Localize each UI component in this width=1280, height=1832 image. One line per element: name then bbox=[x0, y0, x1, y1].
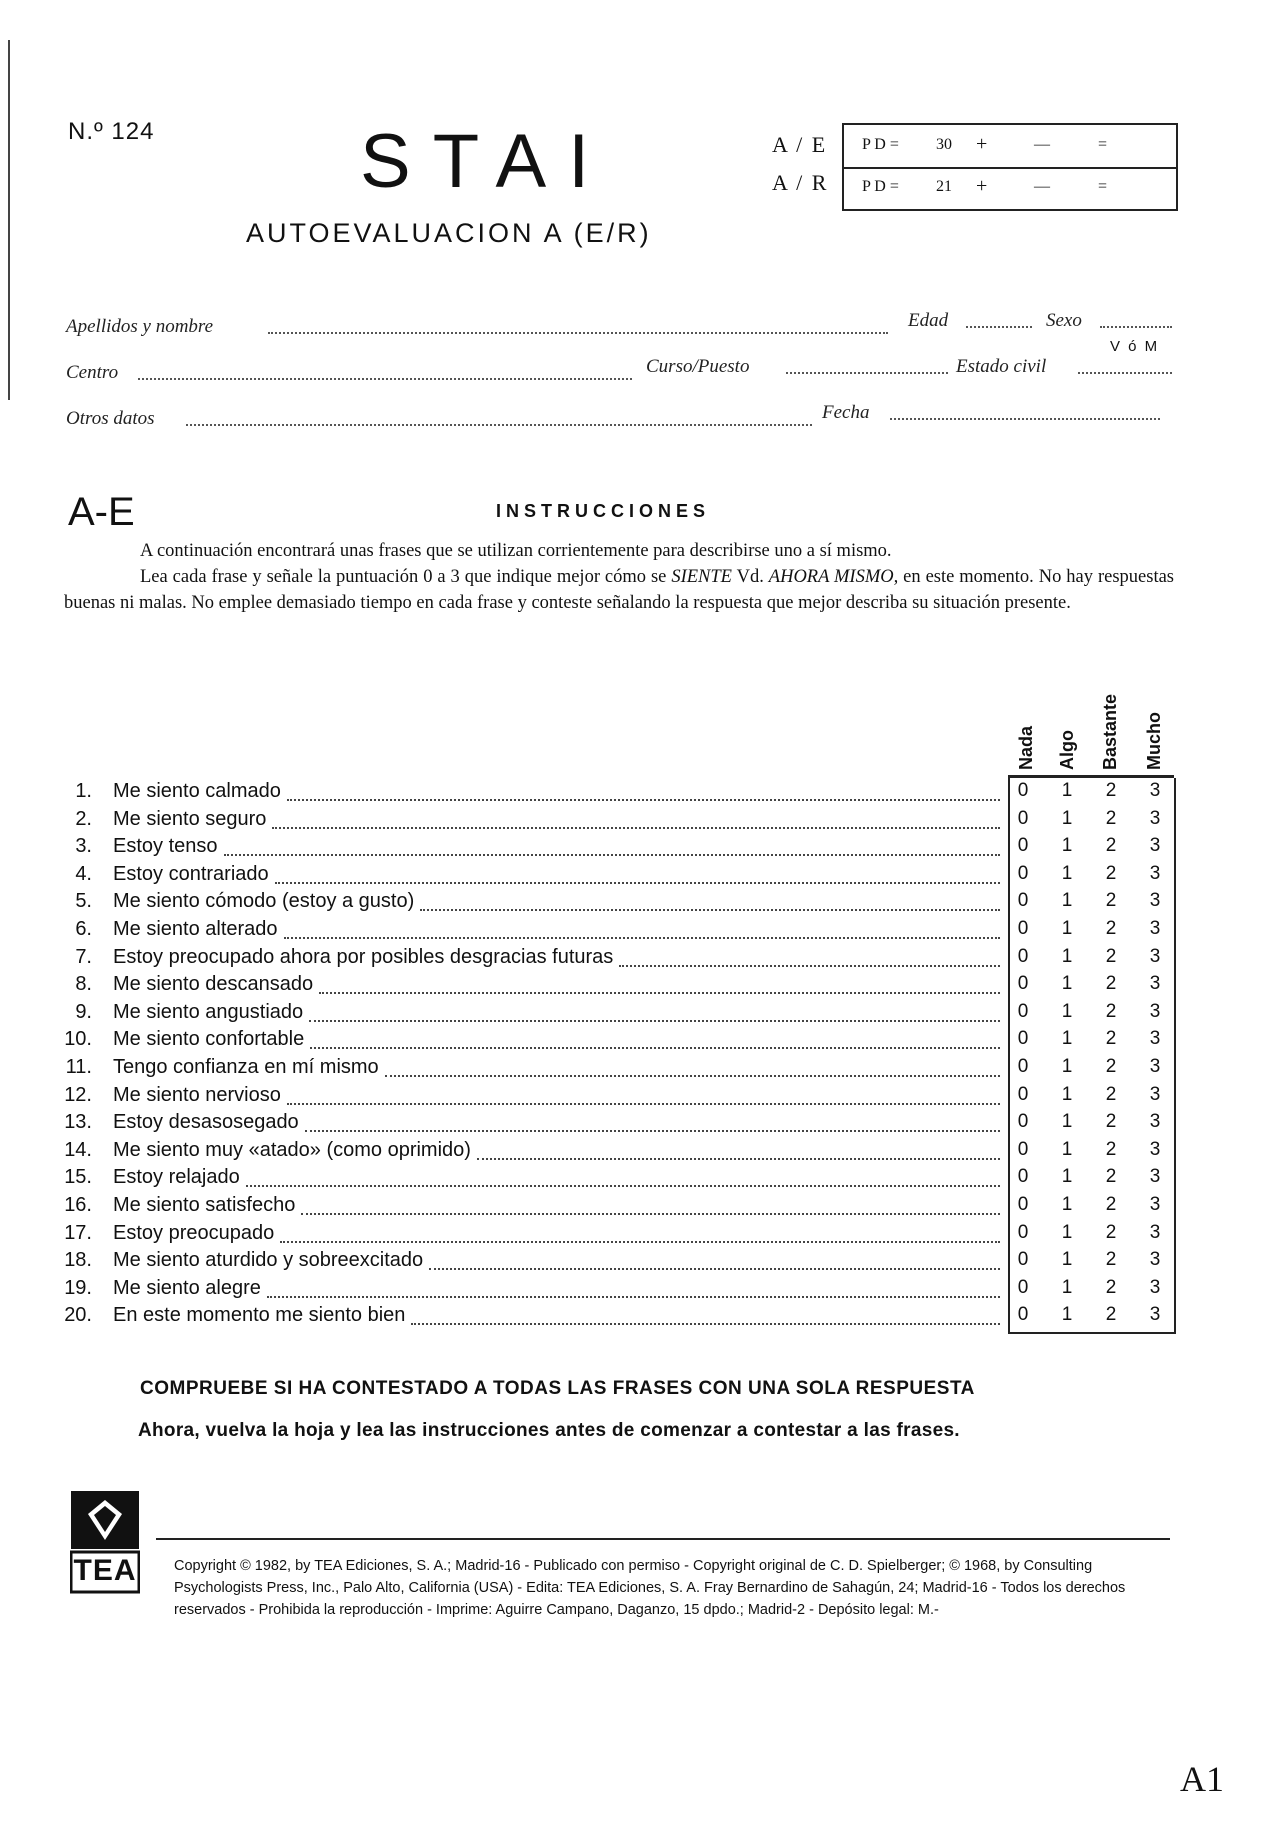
response-option-1[interactable]: 1 bbox=[1061, 1166, 1073, 1188]
response-option-2[interactable]: 2 bbox=[1105, 918, 1117, 939]
item-text: Estoy preocupado bbox=[113, 1221, 275, 1244]
response-option-1[interactable]: 1 bbox=[1061, 1249, 1073, 1271]
item-number: 10. bbox=[64, 1028, 92, 1051]
response-option-2[interactable]: 2 bbox=[1105, 890, 1117, 912]
civil-status-label: Estado civil bbox=[956, 356, 1047, 377]
response-option-3[interactable]: 3 bbox=[1149, 1028, 1161, 1050]
response-option-3[interactable]: 3 bbox=[1149, 1194, 1161, 1215]
pd-base: 30 bbox=[936, 136, 952, 153]
item-row bbox=[0, 863, 1180, 891]
item-number: 18. bbox=[64, 1249, 92, 1272]
response-option-3[interactable]: 3 bbox=[1149, 780, 1161, 801]
response-option-1[interactable]: 1 bbox=[1061, 780, 1073, 801]
response-option-1[interactable]: 1 bbox=[1061, 1028, 1073, 1050]
response-option-3[interactable]: 3 bbox=[1149, 807, 1161, 829]
item-number: 13. bbox=[64, 1111, 92, 1134]
item-text: Me siento confortable bbox=[113, 1028, 305, 1051]
item-leader-dots bbox=[275, 882, 1000, 884]
response-option-1[interactable]: 1 bbox=[1061, 890, 1073, 912]
item-text: Me siento alegre bbox=[113, 1276, 261, 1299]
response-option-0[interactable]: 0 bbox=[1017, 973, 1029, 995]
item-row bbox=[0, 1139, 1180, 1167]
minus-sign: — bbox=[1034, 178, 1050, 195]
response-option-2[interactable]: 2 bbox=[1105, 835, 1117, 857]
response-option-1[interactable]: 1 bbox=[1061, 1194, 1073, 1215]
item-leader-dots bbox=[477, 1158, 1000, 1160]
response-option-2[interactable]: 2 bbox=[1105, 807, 1117, 829]
item-leader-dots bbox=[310, 1047, 1000, 1049]
response-option-0[interactable]: 0 bbox=[1017, 1083, 1029, 1105]
minus-sign: — bbox=[1034, 136, 1050, 153]
response-option-2[interactable]: 2 bbox=[1105, 1138, 1117, 1160]
item-row bbox=[0, 835, 1180, 863]
item-row bbox=[0, 1249, 1180, 1277]
response-option-3[interactable]: 3 bbox=[1149, 1249, 1161, 1271]
item-text: Me siento nervioso bbox=[113, 1083, 281, 1106]
item-text: Tengo confianza en mí mismo bbox=[113, 1056, 379, 1078]
item-leader-dots bbox=[272, 827, 1000, 829]
item-row bbox=[0, 1304, 1180, 1332]
item-row bbox=[0, 1222, 1180, 1250]
age-label: Edad bbox=[908, 310, 949, 331]
item-number: 20. bbox=[64, 1304, 92, 1327]
copyright-text: Copyright © 1982, by TEA Ediciones, S. A.; Madrid-16 - Publicado con permiso - Copyright original de C. D. Spielberger; © 1968, by Consulting Psychologists Press, Inc., Palo Alto, California (USA) - Edita: TEA Ediciones, S. A. Fray Bernardino de Sahagún, 24; Madrid-16 - Todos los derechos reservados - Prohibida la reproducción - Imprime: Aguirre Campano, Daganzo, 15 dpdo.; Madrid-2 - Depósito legal: M.- bbox=[174, 1558, 1126, 1618]
response-option-0[interactable]: 0 bbox=[1017, 835, 1029, 857]
response-option-0[interactable]: 0 bbox=[1017, 1111, 1029, 1133]
form-subtitle: AUTOEVALUACION A (E/R) bbox=[246, 218, 652, 248]
response-option-3[interactable]: 3 bbox=[1149, 1083, 1161, 1105]
response-option-0[interactable]: 0 bbox=[1017, 890, 1029, 912]
item-row bbox=[0, 1166, 1180, 1194]
turn-page-notice: Ahora, vuelva la hoja y lea las instrucciones antes de comenzar a contestar a las frases. bbox=[138, 1420, 960, 1441]
item-leader-dots bbox=[224, 854, 1000, 856]
instructions-paragraph-1: A continuación encontrará unas frases que se utilizan corrientemente para describirse uno a sí mismo. bbox=[140, 541, 892, 561]
response-option-0[interactable]: 0 bbox=[1017, 1221, 1029, 1243]
scale-header-algo: Algo bbox=[1057, 730, 1077, 770]
item-text: Me siento seguro bbox=[113, 807, 267, 830]
response-option-1[interactable]: 1 bbox=[1061, 807, 1073, 829]
item-leader-dots bbox=[246, 1185, 1000, 1187]
response-option-0[interactable]: 0 bbox=[1017, 1276, 1029, 1298]
response-option-3[interactable]: 3 bbox=[1149, 1221, 1161, 1243]
plus-sign: + bbox=[976, 175, 988, 197]
item-text: Estoy tenso bbox=[113, 835, 218, 858]
item-leader-dots bbox=[429, 1268, 1000, 1270]
item-row bbox=[0, 1277, 1180, 1305]
response-option-2[interactable]: 2 bbox=[1105, 1194, 1117, 1215]
check-all-notice: COMPRUEBE SI HA CONTESTADO A TODAS LAS FRASES CON UNA SOLA RESPUESTA bbox=[140, 1378, 975, 1399]
item-text: En este momento me siento bien bbox=[113, 1304, 406, 1327]
item-number: 1. bbox=[75, 780, 92, 802]
scale-header-nada: Nada bbox=[1016, 725, 1036, 770]
form-number: N.º 124 bbox=[68, 118, 155, 145]
item-text: Estoy relajado bbox=[113, 1166, 240, 1189]
response-option-2[interactable]: 2 bbox=[1105, 1000, 1117, 1022]
response-option-2[interactable]: 2 bbox=[1105, 1249, 1117, 1271]
item-leader-dots bbox=[411, 1323, 1000, 1325]
response-option-0[interactable]: 0 bbox=[1017, 918, 1029, 939]
response-option-0[interactable]: 0 bbox=[1017, 1028, 1029, 1050]
response-option-2[interactable]: 2 bbox=[1105, 862, 1117, 884]
response-option-1[interactable]: 1 bbox=[1061, 835, 1073, 857]
response-option-2[interactable]: 2 bbox=[1105, 1111, 1117, 1133]
pd-base: 21 bbox=[936, 178, 952, 195]
response-option-2[interactable]: 2 bbox=[1105, 1166, 1117, 1188]
item-row bbox=[0, 1028, 1180, 1056]
score-code-ar: A / R bbox=[772, 170, 829, 195]
equals-sign: = bbox=[1098, 178, 1108, 195]
item-leader-dots bbox=[619, 965, 1000, 967]
item-text: Estoy desasosegado bbox=[113, 1111, 299, 1134]
response-option-1[interactable]: 1 bbox=[1061, 973, 1073, 995]
item-number: 5. bbox=[75, 890, 92, 913]
response-option-2[interactable]: 2 bbox=[1105, 780, 1117, 801]
item-text: Me siento satisfecho bbox=[113, 1194, 296, 1216]
response-option-2[interactable]: 2 bbox=[1105, 1028, 1117, 1050]
item-text: Me siento alterado bbox=[113, 918, 278, 940]
response-option-2[interactable]: 2 bbox=[1105, 1056, 1117, 1077]
response-option-3[interactable]: 3 bbox=[1149, 1056, 1161, 1077]
item-number: 12. bbox=[64, 1083, 92, 1106]
sex-label: Sexo bbox=[1046, 310, 1082, 331]
item-text: Estoy contrariado bbox=[113, 862, 269, 885]
response-option-3[interactable]: 3 bbox=[1149, 862, 1161, 884]
item-leader-dots bbox=[287, 799, 1000, 801]
footer-divider bbox=[156, 1538, 1170, 1540]
item-leader-dots bbox=[284, 937, 1000, 939]
plus-sign: + bbox=[976, 133, 988, 155]
other-data-label: Otros datos bbox=[66, 408, 155, 429]
item-row bbox=[0, 808, 1180, 836]
form-title: STAI bbox=[360, 119, 612, 204]
item-row bbox=[0, 1194, 1180, 1222]
response-option-3[interactable]: 3 bbox=[1149, 1138, 1161, 1160]
item-number: 6. bbox=[75, 918, 92, 940]
response-option-1[interactable]: 1 bbox=[1061, 862, 1073, 884]
item-row bbox=[0, 1084, 1180, 1112]
item-row bbox=[0, 1001, 1180, 1029]
corner-mark: A1 bbox=[1180, 1759, 1224, 1799]
item-leader-dots bbox=[301, 1213, 1000, 1215]
response-option-0[interactable]: 0 bbox=[1017, 862, 1029, 884]
item-text: Me siento calmado bbox=[113, 780, 281, 802]
response-option-0[interactable]: 0 bbox=[1017, 780, 1029, 801]
item-number: 15. bbox=[64, 1166, 92, 1189]
tea-logo bbox=[70, 1490, 140, 1594]
response-option-1[interactable]: 1 bbox=[1061, 945, 1073, 967]
response-option-0[interactable]: 0 bbox=[1017, 1000, 1029, 1022]
response-option-3[interactable]: 3 bbox=[1149, 1304, 1161, 1326]
item-leader-dots bbox=[305, 1130, 1000, 1132]
item-number: 19. bbox=[64, 1276, 92, 1299]
scale-header-bastante: Bastante bbox=[1100, 693, 1120, 770]
response-option-0[interactable]: 0 bbox=[1017, 1194, 1029, 1215]
response-option-3[interactable]: 3 bbox=[1149, 918, 1161, 939]
response-option-1[interactable]: 1 bbox=[1061, 1083, 1073, 1105]
item-row bbox=[0, 1111, 1180, 1139]
response-option-3[interactable]: 3 bbox=[1149, 1276, 1161, 1298]
item-number: 7. bbox=[75, 945, 92, 968]
item-leader-dots bbox=[287, 1103, 1000, 1105]
item-leader-dots bbox=[420, 909, 1000, 911]
response-option-3[interactable]: 3 bbox=[1149, 1166, 1161, 1188]
item-number: 8. bbox=[75, 973, 92, 996]
item-row bbox=[0, 918, 1180, 946]
item-row bbox=[0, 1056, 1180, 1084]
instructions-title: INSTRUCCIONES bbox=[496, 501, 711, 521]
item-number: 9. bbox=[75, 1000, 92, 1023]
response-option-2[interactable]: 2 bbox=[1105, 1221, 1117, 1243]
item-leader-dots bbox=[267, 1296, 1000, 1298]
item-number: 2. bbox=[75, 807, 92, 830]
response-option-2[interactable]: 2 bbox=[1105, 1304, 1117, 1326]
response-option-3[interactable]: 3 bbox=[1149, 1111, 1161, 1133]
response-option-3[interactable]: 3 bbox=[1149, 890, 1161, 912]
item-number: 14. bbox=[64, 1138, 92, 1161]
item-number: 4. bbox=[75, 862, 92, 885]
response-option-1[interactable]: 1 bbox=[1061, 1111, 1073, 1133]
item-number: 17. bbox=[64, 1221, 92, 1244]
item-leader-dots bbox=[385, 1075, 1000, 1077]
response-option-2[interactable]: 2 bbox=[1105, 1083, 1117, 1105]
item-text: Estoy preocupado ahora por posibles desgracias futuras bbox=[113, 945, 614, 968]
item-row bbox=[0, 890, 1180, 918]
score-code-ae: A / E bbox=[772, 132, 828, 157]
item-row bbox=[0, 780, 1180, 808]
section-code: A-E bbox=[68, 490, 135, 534]
tea-logo-text: TEA bbox=[73, 1554, 137, 1587]
scale-header-mucho: Mucho bbox=[1144, 712, 1164, 770]
item-text: Me siento angustiado bbox=[113, 1000, 304, 1023]
response-option-0[interactable]: 0 bbox=[1017, 1249, 1029, 1271]
item-text: Me siento descansado bbox=[113, 973, 314, 996]
response-option-0[interactable]: 0 bbox=[1017, 1304, 1029, 1326]
response-option-3[interactable]: 3 bbox=[1149, 1000, 1161, 1022]
response-option-1[interactable]: 1 bbox=[1061, 1000, 1073, 1022]
item-number: 11. bbox=[65, 1056, 92, 1078]
item-text: Me siento muy «atado» (como oprimido) bbox=[113, 1138, 471, 1161]
name-label: Apellidos y nombre bbox=[66, 316, 214, 337]
response-option-0[interactable]: 0 bbox=[1017, 1138, 1029, 1160]
response-option-1[interactable]: 1 bbox=[1061, 918, 1073, 939]
response-option-2[interactable]: 2 bbox=[1105, 945, 1117, 967]
response-option-3[interactable]: 3 bbox=[1149, 973, 1161, 995]
response-option-2[interactable]: 2 bbox=[1105, 1276, 1117, 1298]
item-text: Me siento aturdido y sobreexcitado bbox=[113, 1249, 424, 1272]
response-option-2[interactable]: 2 bbox=[1105, 973, 1117, 995]
item-leader-dots bbox=[319, 992, 1000, 994]
item-number: 3. bbox=[75, 835, 92, 858]
response-option-3[interactable]: 3 bbox=[1149, 945, 1161, 967]
center-label: Centro bbox=[66, 362, 119, 383]
pd-label: P D = bbox=[862, 178, 899, 195]
equals-sign: = bbox=[1098, 136, 1108, 153]
date-label: Fecha bbox=[822, 402, 870, 423]
item-row bbox=[0, 973, 1180, 1001]
item-row bbox=[0, 946, 1180, 974]
item-leader-dots bbox=[280, 1241, 1000, 1243]
course-label: Curso/Puesto bbox=[646, 356, 750, 377]
response-option-0[interactable]: 0 bbox=[1017, 945, 1029, 967]
response-option-1[interactable]: 1 bbox=[1061, 1276, 1073, 1298]
response-option-0[interactable]: 0 bbox=[1017, 1056, 1029, 1077]
response-option-1[interactable]: 1 bbox=[1061, 1056, 1073, 1077]
response-option-1[interactable]: 1 bbox=[1061, 1138, 1073, 1160]
response-option-0[interactable]: 0 bbox=[1017, 807, 1029, 829]
pd-label: P D = bbox=[862, 136, 899, 153]
response-option-1[interactable]: 1 bbox=[1061, 1304, 1073, 1326]
item-text: Me siento cómodo (estoy a gusto) bbox=[113, 890, 415, 913]
instructions-paragraph-2: Lea cada frase y señale la puntuación 0 a 3 que indique mejor cómo se SIENTE Vd. AHORA MISMO, en este momento. No hay respuestas buenas ni malas. No emplee demasiado tiempo en cada frase y conteste señalando la respuesta que mejor describa su situación presente. bbox=[64, 567, 1174, 613]
item-number: 16. bbox=[64, 1194, 92, 1216]
sex-options: V ó M bbox=[1110, 338, 1160, 355]
response-option-0[interactable]: 0 bbox=[1017, 1166, 1029, 1188]
response-option-1[interactable]: 1 bbox=[1061, 1221, 1073, 1243]
item-leader-dots bbox=[309, 1020, 1000, 1022]
response-option-3[interactable]: 3 bbox=[1149, 835, 1161, 857]
